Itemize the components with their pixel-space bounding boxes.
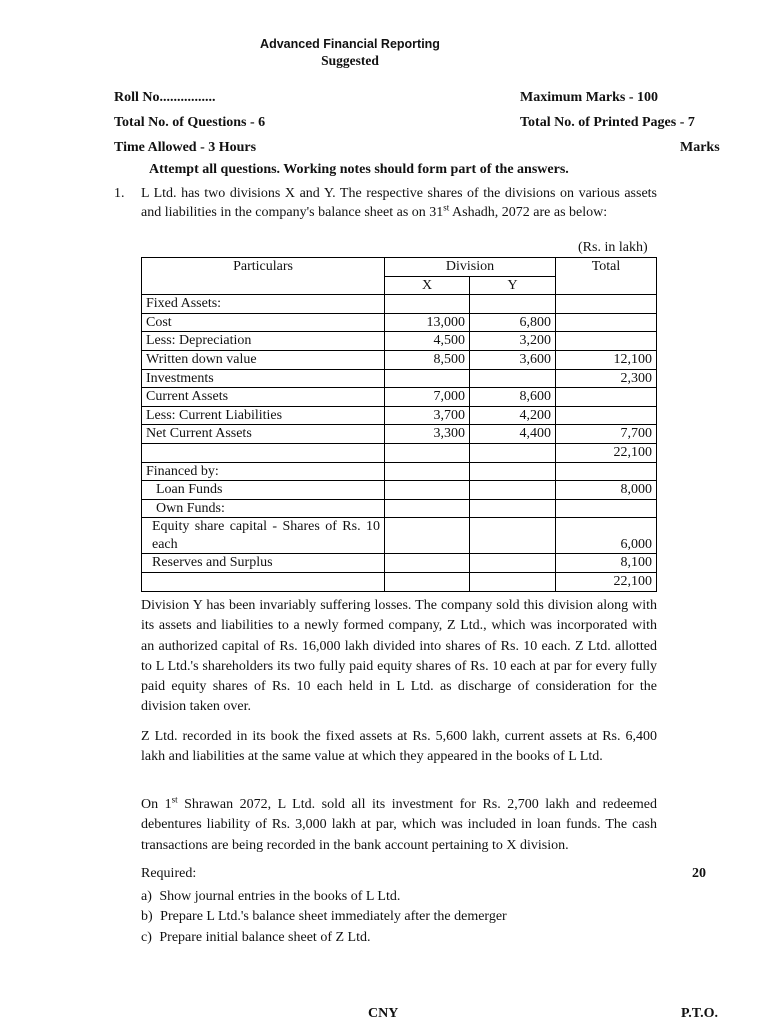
list-text: Show journal entries in the books of L Ltd. <box>159 889 401 904</box>
footer-code: CNY <box>368 1006 399 1021</box>
header-y: Y <box>470 276 556 295</box>
header-particulars: Particulars <box>142 258 385 295</box>
row-label: Less: Depreciation <box>142 332 385 351</box>
paragraph-3 <box>141 795 657 856</box>
row-label <box>142 572 385 591</box>
row-label <box>142 443 385 462</box>
intro-superscript: st <box>443 201 450 212</box>
row-x <box>385 572 470 591</box>
row-total: 7,700 <box>556 425 657 444</box>
table-row <box>142 295 657 314</box>
row-y <box>470 462 556 481</box>
printed-pages: Total No. of Printed Pages - 7 <box>520 115 695 130</box>
paragraph-2 <box>141 727 657 768</box>
header-total: Total <box>556 258 657 295</box>
marks-heading: Marks <box>680 140 720 155</box>
row-x <box>385 462 470 481</box>
row-x <box>385 499 470 518</box>
row-label: Current Assets <box>142 388 385 407</box>
row-label: Financed by: <box>142 462 385 481</box>
header-x: X <box>385 276 470 295</box>
row-y <box>470 481 556 500</box>
row-x: 7,000 <box>385 388 470 407</box>
row-total: 8,100 <box>556 554 657 573</box>
row-x: 3,300 <box>385 425 470 444</box>
table-row <box>142 369 657 388</box>
table-row <box>142 518 657 554</box>
list-marker: c) <box>141 930 152 945</box>
list-marker: a) <box>141 889 152 904</box>
row-label: Cost <box>142 313 385 332</box>
row-x <box>385 518 470 554</box>
row-y <box>470 554 556 573</box>
row-label: Written down value <box>142 350 385 369</box>
list-item <box>141 909 507 925</box>
row-y <box>470 572 556 591</box>
row-x: 8,500 <box>385 350 470 369</box>
list-text: Prepare initial balance sheet of Z Ltd. <box>159 930 371 945</box>
row-label: Less: Current Liabilities <box>142 406 385 425</box>
required-label: Required: <box>141 866 197 881</box>
row-total <box>556 295 657 314</box>
table-row <box>142 443 657 462</box>
row-total <box>556 406 657 425</box>
question-intro <box>141 185 657 222</box>
unit-label: (Rs. in lakh) <box>578 240 648 255</box>
time-allowed: Time Allowed - 3 Hours <box>114 140 257 155</box>
row-y <box>470 295 556 314</box>
row-total <box>556 313 657 332</box>
row-y: 4,400 <box>470 425 556 444</box>
question-marks: 20 <box>692 866 706 881</box>
row-total <box>556 499 657 518</box>
row-x: 3,700 <box>385 406 470 425</box>
paragraph-1 <box>141 596 657 718</box>
instructions: Attempt all questions. Working notes should form part of the answers. <box>149 162 569 177</box>
table-row <box>142 462 657 481</box>
table-row <box>142 425 657 444</box>
row-x: 4,500 <box>385 332 470 351</box>
row-x <box>385 481 470 500</box>
row-label: Net Current Assets <box>142 425 385 444</box>
total-questions: Total No. of Questions - 6 <box>114 115 266 130</box>
table-row <box>142 554 657 573</box>
table-row <box>142 572 657 591</box>
row-label: Equity share capital - Shares of Rs. 10 each <box>142 518 385 554</box>
row-y <box>470 369 556 388</box>
row-x <box>385 369 470 388</box>
row-total <box>556 462 657 481</box>
row-y: 3,600 <box>470 350 556 369</box>
document-title: Advanced Financial Reporting <box>260 37 440 51</box>
question-number: 1. <box>114 186 125 201</box>
row-y <box>470 518 556 554</box>
paragraph-3-superscript: st <box>171 794 178 805</box>
row-y <box>470 499 556 518</box>
document-subtitle: Suggested <box>321 53 379 68</box>
row-total: 6,000 <box>556 518 657 554</box>
row-y: 4,200 <box>470 406 556 425</box>
row-label: Fixed Assets: <box>142 295 385 314</box>
row-label: Own Funds: <box>142 499 385 518</box>
table-row <box>142 313 657 332</box>
paragraph-3-text-a: On 1 <box>141 797 172 812</box>
table-row <box>142 332 657 351</box>
row-y <box>470 443 556 462</box>
row-y: 8,600 <box>470 388 556 407</box>
row-x: 13,000 <box>385 313 470 332</box>
row-total: 2,300 <box>556 369 657 388</box>
row-total: 22,100 <box>556 572 657 591</box>
header-division: Division <box>385 258 556 277</box>
row-total: 12,100 <box>556 350 657 369</box>
roll-number: Roll No................ <box>114 90 216 105</box>
list-text: Prepare L Ltd.'s balance sheet immediately after the demerger <box>160 909 507 924</box>
row-x <box>385 295 470 314</box>
intro-text-2: Ashadh, 2072 are as below: <box>449 204 608 220</box>
row-total <box>556 388 657 407</box>
list-item <box>141 889 400 905</box>
table-row <box>142 350 657 369</box>
footer-pto: P.T.O. <box>681 1006 718 1021</box>
row-label: Loan Funds <box>142 481 385 500</box>
table-row <box>142 406 657 425</box>
list-item <box>141 930 370 946</box>
intro-text-1: L Ltd. has two divisions X and Y. The respective shares of the divisions on various assets and liabilities in the company's balance sheet as on 31 <box>141 186 657 220</box>
row-y: 6,800 <box>470 313 556 332</box>
paragraph-1-text: Division Y has been invariably suffering losses. The company sold this division along with its assets and liabilities to a newly formed company, Z Ltd., which was incorporated with an authorized capital of Rs. 16,000 lakh divided into shares of Rs. 10 each. Z Ltd. allotted to L Ltd.'s shareholders its two fully paid equity shares of Rs. 10 each at par for every fully paid equity shares of Rs. 10 each held in L Ltd. as discharge of consideration for the division taken over. <box>141 598 657 715</box>
table-row <box>142 388 657 407</box>
row-total: 22,100 <box>556 443 657 462</box>
row-label: Investments <box>142 369 385 388</box>
table-row <box>142 481 657 500</box>
table-header-row <box>142 258 657 277</box>
list-marker: b) <box>141 909 153 924</box>
table-row <box>142 499 657 518</box>
paragraph-2-text: Z Ltd. recorded in its book the fixed assets at Rs. 5,600 lakh, current assets at Rs. 6,400 lakh and liabilities at the same value at which they appeared in the books of L Ltd. <box>141 729 657 765</box>
balance-sheet-table <box>141 257 657 592</box>
maximum-marks: Maximum Marks - 100 <box>520 90 659 105</box>
paragraph-3-text-b: Shrawan 2072, L Ltd. sold all its investment for Rs. 2,700 lakh and redeemed debentures liability of Rs. 3,000 lakh at par, which was included in loan funds. The cash transactions are being recorded in the bank account pertaining to X division. <box>141 797 657 853</box>
row-x <box>385 443 470 462</box>
row-total <box>556 332 657 351</box>
row-label: Reserves and Surplus <box>142 554 385 573</box>
row-total: 8,000 <box>556 481 657 500</box>
row-x <box>385 554 470 573</box>
row-y: 3,200 <box>470 332 556 351</box>
